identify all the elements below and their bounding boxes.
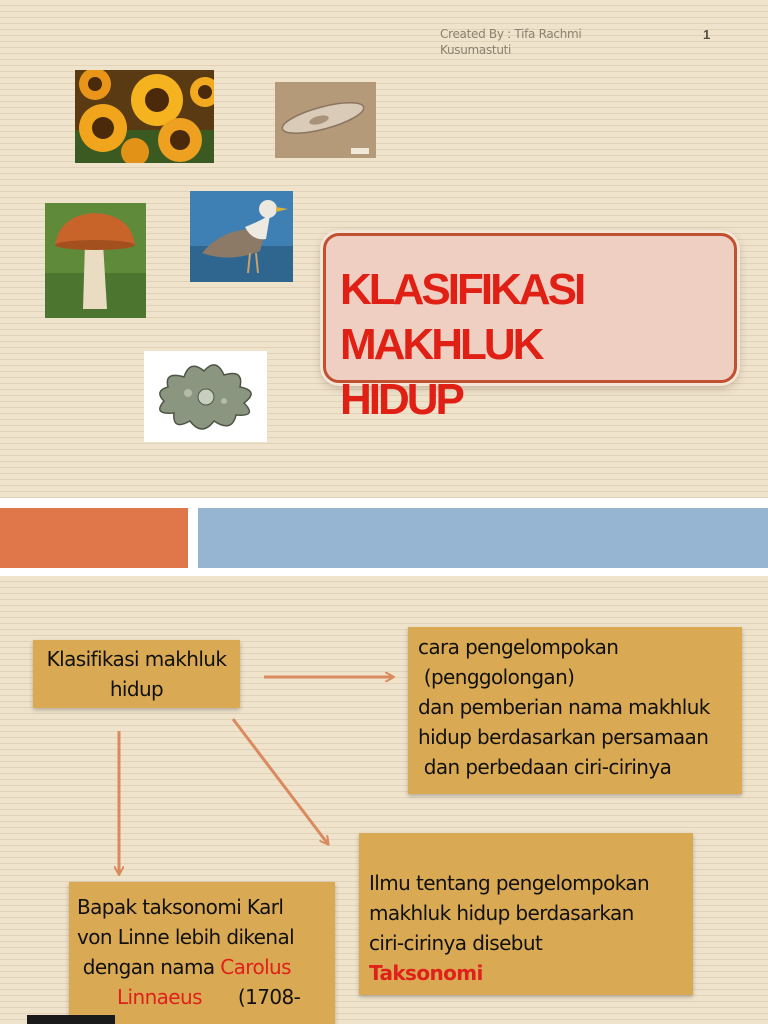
amoeba-photo <box>144 351 267 442</box>
box-linnaeus <box>69 882 335 1024</box>
box-klasifikasi-line-2: hidup <box>109 677 164 701</box>
linnaeus-line-4 <box>77 982 335 1012</box>
linnaeus-name-last: Linnaeus <box>117 985 202 1009</box>
taxonomy-line-2: makhluk hidup berdasarkan <box>369 901 634 925</box>
definition-line-3: dan pemberian nama makhluk <box>418 695 710 719</box>
box-taxonomy <box>359 833 693 995</box>
title-line-3: HIDUP <box>340 375 462 424</box>
linnaeus-name-first: Carolus <box>220 955 291 979</box>
linnaeus-line-3 <box>77 952 335 982</box>
definition-line-5: dan perbedaan ciri-cirinya <box>418 755 672 779</box>
author-credit <box>440 26 610 58</box>
accent-bar-blue <box>198 508 768 568</box>
box-klasifikasi-line-1: Klasifikasi makhluk <box>46 647 227 671</box>
box-klasifikasi <box>33 640 240 708</box>
box-definition <box>408 627 742 794</box>
title-line-2: MAKHLUK <box>340 320 542 369</box>
credit-line-2: Kusumastuti <box>440 43 512 57</box>
linnaeus-prefix: dengan nama <box>77 955 221 979</box>
slide-title <box>0 0 768 498</box>
definition-line-1: cara pengelompokan <box>418 635 619 659</box>
taxonomy-line-3: ciri-cirinya disebut <box>369 931 543 955</box>
dark-thumbnail <box>27 1015 115 1024</box>
linnaeus-line-1: Bapak taksonomi Karl <box>77 895 284 919</box>
definition-line-4: hidup berdasarkan persamaan <box>418 725 709 749</box>
seagull-photo <box>190 191 293 282</box>
taxonomy-term: Taksonomi <box>369 961 483 985</box>
arrow-to-taxonomy <box>233 719 328 844</box>
slide-definition <box>0 576 768 1024</box>
linnaeus-line-2: von Linne lebih dikenal <box>77 925 295 949</box>
taxonomy-line-1: Ilmu tentang pengelompokan <box>369 871 650 895</box>
page-number: 1 <box>703 27 711 42</box>
linnaeus-years: (1708- <box>237 985 301 1009</box>
sunflowers-photo <box>75 70 214 163</box>
definition-line-2: (penggolongan) <box>418 665 575 689</box>
credit-line-1: Created By : Tifa Rachmi <box>440 27 582 41</box>
mushroom-photo <box>45 203 146 318</box>
slide-title-text <box>340 262 720 427</box>
paramecium-photo <box>275 82 376 158</box>
accent-bar-orange <box>0 508 188 568</box>
title-line-1: KLASIFIKASI <box>340 265 584 314</box>
